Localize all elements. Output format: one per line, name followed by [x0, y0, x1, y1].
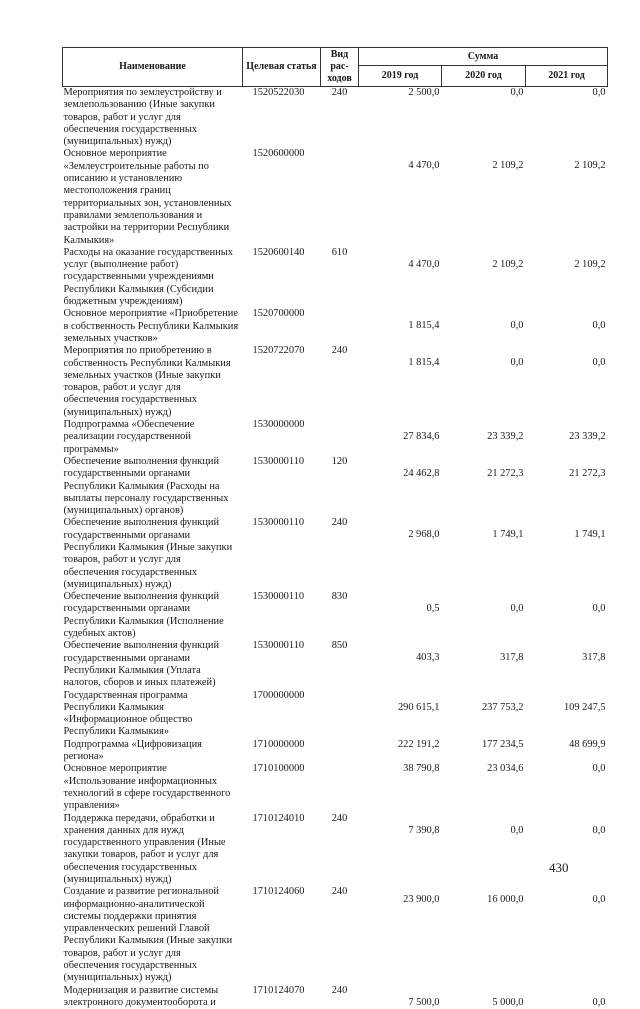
- table-row: [63, 517, 608, 591]
- table-row: [63, 419, 608, 456]
- row-code: 1530000110: [243, 591, 321, 640]
- row-name: Поддержка передачи, обработки и хранения данных для нужд государственного управления (Иные закупки товаров, работ и услуг для обеспечения государственных (муниципальных) нужд): [63, 813, 243, 887]
- row-type: 240: [321, 985, 359, 1009]
- row-2020: 2 109,2: [442, 148, 526, 246]
- row-2020: 21 272,3: [442, 456, 526, 517]
- row-type: [321, 308, 359, 345]
- row-type: 240: [321, 886, 359, 984]
- row-2019: 38 790,8: [359, 763, 442, 812]
- row-type: 850: [321, 640, 359, 689]
- row-2019: 403,3: [359, 640, 442, 689]
- row-code: 1520600000: [243, 148, 321, 246]
- row-name: Мероприятия по землеустройству и землепользованию (Иные закупки товаров, работ и услуг для обеспечения государственных (муниципальных) нужд): [63, 87, 243, 149]
- row-code: 1520722070: [243, 345, 321, 419]
- table-row: [63, 247, 608, 308]
- row-name: Расходы на оказание государственных услуг (выполнение работ) государственными учреждениями Республики Калмыкия (Субсидии бюджетным учреждениям): [63, 247, 243, 308]
- row-2019: 2 500,0: [359, 87, 442, 149]
- row-code: 1710124060: [243, 886, 321, 984]
- table-row: [63, 308, 608, 345]
- row-2019: 1 815,4: [359, 345, 442, 419]
- row-2021: 109 247,5: [526, 690, 608, 739]
- row-2021: 48 699,9: [526, 739, 608, 764]
- row-2020: 317,8: [442, 640, 526, 689]
- table-row: [63, 886, 608, 984]
- row-2020: 237 753,2: [442, 690, 526, 739]
- row-2019: 7 390,8: [359, 813, 442, 887]
- row-type: 120: [321, 456, 359, 517]
- row-code: 1710124010: [243, 813, 321, 887]
- row-2019: 2 968,0: [359, 517, 442, 591]
- row-2019: 7 500,0: [359, 985, 442, 1009]
- row-2020: 5 000,0: [442, 985, 526, 1009]
- row-2020: 0,0: [442, 87, 526, 149]
- header-sum: Сумма: [359, 48, 608, 66]
- table-row: [63, 813, 608, 887]
- row-2019: 4 470,0: [359, 148, 442, 246]
- row-2021: 0,0: [526, 591, 608, 640]
- row-type: [321, 419, 359, 456]
- row-2021: 317,8: [526, 640, 608, 689]
- row-name: Подпрограмма «Обеспечение реализации государственной программы»: [63, 419, 243, 456]
- row-type: 830: [321, 591, 359, 640]
- row-type: 240: [321, 517, 359, 591]
- row-2021: 0,0: [526, 985, 608, 1009]
- row-2021: 2 109,2: [526, 247, 608, 308]
- row-name: Основное мероприятие «Приобретение в собственность Республики Калмыкия земельных участков»: [63, 308, 243, 345]
- table-row: [63, 690, 608, 739]
- table-row: [63, 985, 608, 1009]
- table-header: [63, 48, 608, 87]
- row-type: 610: [321, 247, 359, 308]
- row-2021: 0,0: [526, 308, 608, 345]
- table-row: [63, 456, 608, 517]
- row-name: Модернизация и развитие системы электронного документооборота и: [63, 985, 243, 1009]
- header-code: Целевая статья: [243, 48, 321, 87]
- row-2020: 177 234,5: [442, 739, 526, 764]
- row-code: 1710124070: [243, 985, 321, 1009]
- row-2021: 0,0: [526, 87, 608, 149]
- row-type: [321, 739, 359, 764]
- row-name: Обеспечение выполнения функций государственными органами Республики Калмыкия (Иные закупки товаров, работ и услуг для обеспечения государственных (муниципальных) нужд): [63, 517, 243, 591]
- row-name: Обеспечение выполнения функций государственными органами Республики Калмыкия (Расходы на выплаты персоналу государственных (муниципальных) органов): [63, 456, 243, 517]
- row-type: 240: [321, 87, 359, 149]
- row-code: 1700000000: [243, 690, 321, 739]
- row-code: 1530000110: [243, 456, 321, 517]
- row-code: 1520700000: [243, 308, 321, 345]
- row-2019: 1 815,4: [359, 308, 442, 345]
- row-type: [321, 763, 359, 812]
- row-code: 1710000000: [243, 739, 321, 764]
- header-year-2021: 2021 год: [526, 66, 608, 87]
- table-row: [63, 148, 608, 246]
- row-2020: 1 749,1: [442, 517, 526, 591]
- row-2021: 21 272,3: [526, 456, 608, 517]
- row-2021: 23 339,2: [526, 419, 608, 456]
- header-year-2020: 2020 год: [442, 66, 526, 87]
- row-name: Подпрограмма «Цифровизация региона»: [63, 739, 243, 764]
- row-name: Государственная программа Республики Калмыкия «Информационное общество Республики Калмыкия»: [63, 690, 243, 739]
- row-2020: 23 034,6: [442, 763, 526, 812]
- row-code: 1530000110: [243, 517, 321, 591]
- table-row: [63, 87, 608, 149]
- table-row: [63, 345, 608, 419]
- row-2019: 27 834,6: [359, 419, 442, 456]
- row-name: Обеспечение выполнения функций государственными органами Республики Калмыкия (Исполнение судебных актов): [63, 591, 243, 640]
- row-2020: 0,0: [442, 813, 526, 887]
- row-2020: 0,0: [442, 591, 526, 640]
- row-code: 1530000110: [243, 640, 321, 689]
- row-2019: 290 615,1: [359, 690, 442, 739]
- row-type: 240: [321, 345, 359, 419]
- row-2019: 4 470,0: [359, 247, 442, 308]
- row-2021: 0,0: [526, 886, 608, 984]
- page-number: 430: [549, 860, 569, 876]
- row-type: [321, 690, 359, 739]
- table-row: [63, 739, 608, 764]
- table-row: [63, 763, 608, 812]
- row-name: Создание и развитие региональной информационно-аналитической системы поддержки принятия управленческих решений Главой Республики Калмыкия (Иные закупки товаров, работ и услуг для обеспечения государственных (муниципальных) нужд): [63, 886, 243, 984]
- header-type: Вид рас-ходов: [321, 48, 359, 87]
- row-2021: 0,0: [526, 345, 608, 419]
- row-name: Обеспечение выполнения функций государственными органами Республики Калмыкия (Уплата налогов, сборов и иных платежей): [63, 640, 243, 689]
- row-2020: 0,0: [442, 308, 526, 345]
- row-2021: 0,0: [526, 763, 608, 812]
- row-2019: 0,5: [359, 591, 442, 640]
- row-type: [321, 148, 359, 246]
- row-2019: 222 191,2: [359, 739, 442, 764]
- row-2021: 1 749,1: [526, 517, 608, 591]
- header-year-2019: 2019 год: [359, 66, 442, 87]
- row-2019: 23 900,0: [359, 886, 442, 984]
- row-name: Основное мероприятие «Использование информационных технологий в сфере государственного управления»: [63, 763, 243, 812]
- row-2020: 16 000,0: [442, 886, 526, 984]
- table-row: [63, 640, 608, 689]
- row-2020: 23 339,2: [442, 419, 526, 456]
- row-type: 240: [321, 813, 359, 887]
- row-code: 1530000000: [243, 419, 321, 456]
- row-2020: 0,0: [442, 345, 526, 419]
- row-code: 1710100000: [243, 763, 321, 812]
- row-name: Мероприятия по приобретению в собственность Республики Калмыкия земельных участков (Иные закупки товаров, работ и услуг для обеспечения государственных (муниципальных) нужд): [63, 345, 243, 419]
- header-name: Наименование: [63, 48, 243, 87]
- table-body: [63, 87, 608, 1009]
- row-2019: 24 462,8: [359, 456, 442, 517]
- budget-table: [62, 47, 608, 1009]
- row-2021: 0,0: [526, 813, 608, 887]
- row-code: 1520522030: [243, 87, 321, 149]
- row-2020: 2 109,2: [442, 247, 526, 308]
- row-2021: 2 109,2: [526, 148, 608, 246]
- table-row: [63, 591, 608, 640]
- row-name: Основное мероприятие «Землеустроительные работы по описанию и установлению местоположения границ территориальных зон, установленных правилами землепользования и застройки на территории Республики Калмыкия»: [63, 148, 243, 246]
- row-code: 1520600140: [243, 247, 321, 308]
